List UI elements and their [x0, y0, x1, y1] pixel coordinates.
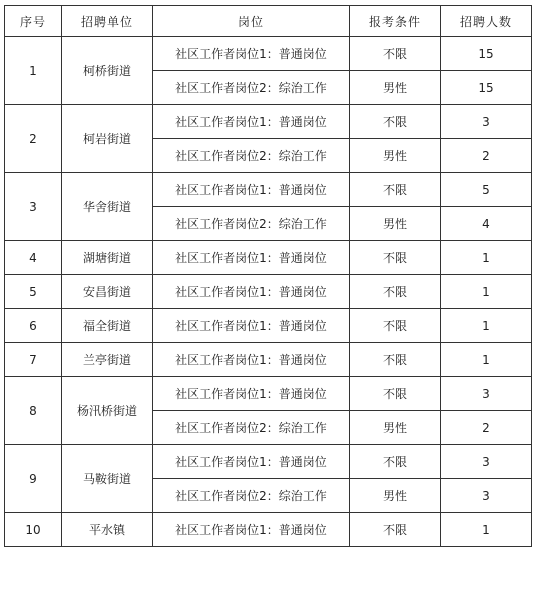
condition-cell: 不限	[350, 173, 441, 207]
count-cell: 1	[441, 513, 532, 547]
count-cell: 3	[441, 377, 532, 411]
condition-cell: 不限	[350, 37, 441, 71]
count-cell: 4	[441, 207, 532, 241]
serial-number: 9	[5, 445, 62, 513]
table-row	[5, 173, 532, 207]
table-row	[5, 309, 532, 343]
serial-number: 1	[5, 37, 62, 105]
count-cell: 1	[441, 343, 532, 377]
serial-number: 4	[5, 241, 62, 275]
position-cell: 社区工作者岗位1：普通岗位	[153, 343, 350, 377]
serial-number: 8	[5, 377, 62, 445]
position-cell: 社区工作者岗位1：普通岗位	[153, 241, 350, 275]
header-count: 招聘人数	[441, 6, 532, 37]
unit-name: 兰亭街道	[62, 343, 153, 377]
table-row	[5, 377, 532, 411]
unit-name: 马鞍街道	[62, 445, 153, 513]
count-cell: 1	[441, 309, 532, 343]
position-cell: 社区工作者岗位1：普通岗位	[153, 37, 350, 71]
serial-number: 10	[5, 513, 62, 547]
header-row	[5, 6, 532, 37]
condition-cell: 男性	[350, 71, 441, 105]
position-cell: 社区工作者岗位2：综治工作	[153, 411, 350, 445]
header-position: 岗位	[153, 6, 350, 37]
condition-cell: 不限	[350, 343, 441, 377]
condition-cell: 不限	[350, 309, 441, 343]
serial-number: 5	[5, 275, 62, 309]
position-cell: 社区工作者岗位2：综治工作	[153, 207, 350, 241]
condition-cell: 不限	[350, 445, 441, 479]
unit-name: 湖塘街道	[62, 241, 153, 275]
table-row	[5, 275, 532, 309]
table-row	[5, 445, 532, 479]
unit-name: 杨汛桥街道	[62, 377, 153, 445]
unit-name: 柯岩街道	[62, 105, 153, 173]
table-row	[5, 513, 532, 547]
condition-cell: 不限	[350, 241, 441, 275]
count-cell: 1	[441, 275, 532, 309]
unit-name: 柯桥街道	[62, 37, 153, 105]
condition-cell: 男性	[350, 479, 441, 513]
position-cell: 社区工作者岗位2：综治工作	[153, 479, 350, 513]
serial-number: 2	[5, 105, 62, 173]
count-cell: 2	[441, 139, 532, 173]
position-cell: 社区工作者岗位1：普通岗位	[153, 105, 350, 139]
table-row	[5, 241, 532, 275]
position-cell: 社区工作者岗位1：普通岗位	[153, 445, 350, 479]
position-cell: 社区工作者岗位1：普通岗位	[153, 275, 350, 309]
table-body	[5, 37, 532, 547]
serial-number: 3	[5, 173, 62, 241]
unit-name: 安昌街道	[62, 275, 153, 309]
unit-name: 华舍街道	[62, 173, 153, 241]
position-cell: 社区工作者岗位2：综治工作	[153, 139, 350, 173]
count-cell: 3	[441, 105, 532, 139]
serial-number: 7	[5, 343, 62, 377]
serial-number: 6	[5, 309, 62, 343]
condition-cell: 男性	[350, 139, 441, 173]
header-condition: 报考条件	[350, 6, 441, 37]
header-unit: 招聘单位	[62, 6, 153, 37]
table-row	[5, 37, 532, 71]
count-cell: 15	[441, 71, 532, 105]
condition-cell: 不限	[350, 513, 441, 547]
table-row	[5, 105, 532, 139]
count-cell: 15	[441, 37, 532, 71]
position-cell: 社区工作者岗位1：普通岗位	[153, 173, 350, 207]
position-cell: 社区工作者岗位1：普通岗位	[153, 377, 350, 411]
count-cell: 3	[441, 479, 532, 513]
table-row	[5, 343, 532, 377]
condition-cell: 不限	[350, 377, 441, 411]
count-cell: 1	[441, 241, 532, 275]
unit-name: 平水镇	[62, 513, 153, 547]
count-cell: 3	[441, 445, 532, 479]
unit-name: 福全街道	[62, 309, 153, 343]
condition-cell: 不限	[350, 275, 441, 309]
header-serial: 序号	[5, 6, 62, 37]
recruitment-table	[4, 5, 532, 547]
position-cell: 社区工作者岗位1：普通岗位	[153, 309, 350, 343]
condition-cell: 男性	[350, 411, 441, 445]
count-cell: 5	[441, 173, 532, 207]
condition-cell: 男性	[350, 207, 441, 241]
position-cell: 社区工作者岗位1：普通岗位	[153, 513, 350, 547]
condition-cell: 不限	[350, 105, 441, 139]
position-cell: 社区工作者岗位2：综治工作	[153, 71, 350, 105]
count-cell: 2	[441, 411, 532, 445]
